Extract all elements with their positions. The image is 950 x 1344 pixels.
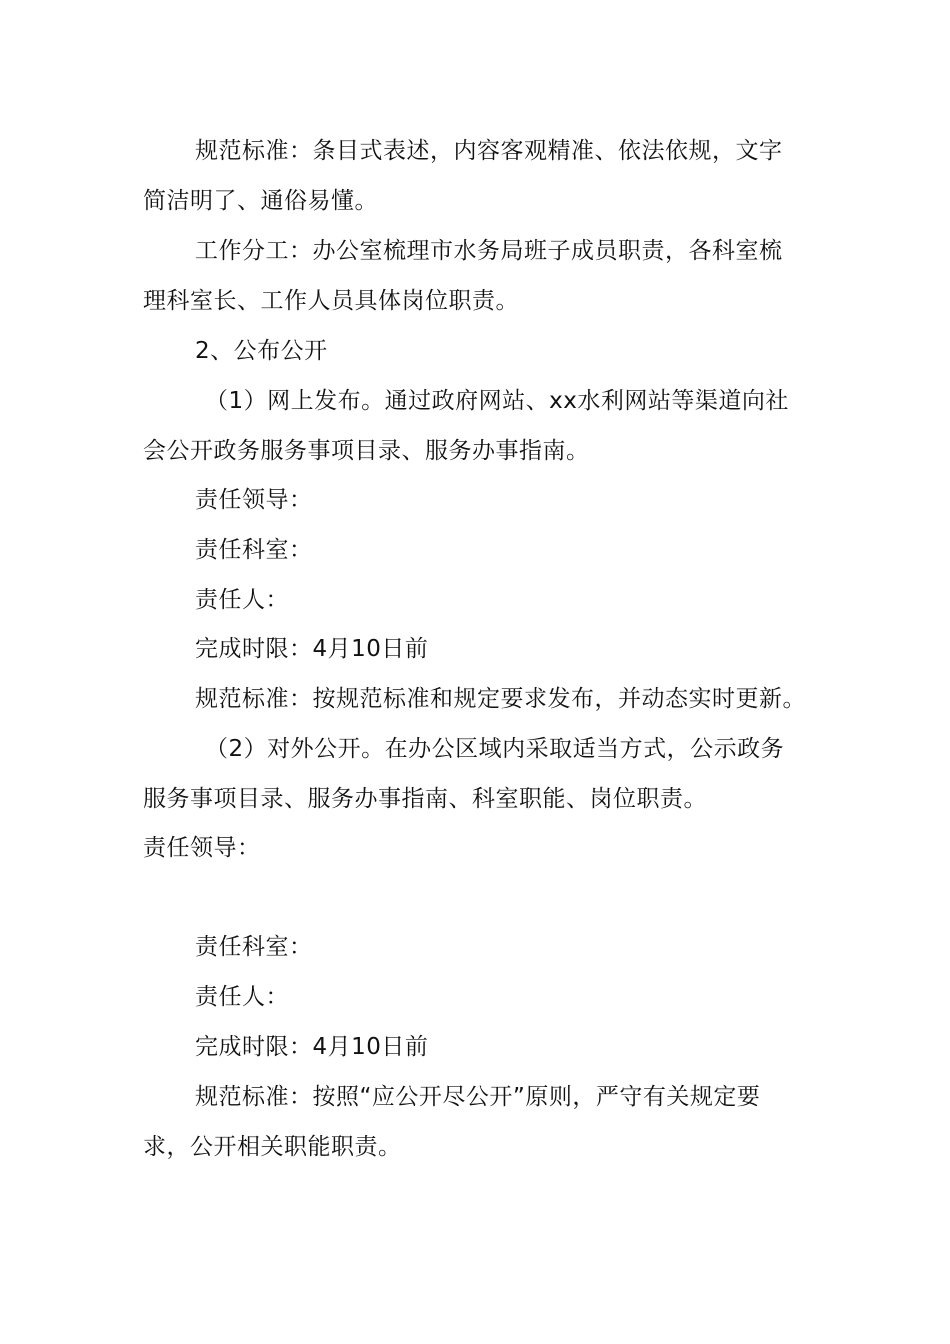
- deadline: 完成时限：4月10日前: [195, 1034, 429, 1060]
- standard-line-2: 求，公开相关职能职责。: [143, 1134, 402, 1160]
- section-heading: 2、公布公开: [195, 338, 328, 364]
- deadline: 完成时限：4月10日前: [195, 636, 429, 662]
- responsible-person: 责任人：: [195, 587, 289, 613]
- standard-line-1: 规范标准：条目式表述，内容客观精准、依法依规，文字: [195, 138, 783, 164]
- responsible-leader: 责任领导：: [143, 835, 261, 861]
- item-2-line-1: （2）对外公开。在办公区域内采取适当方式，公示政务: [205, 736, 785, 762]
- responsible-office: 责任科室：: [195, 537, 313, 563]
- item-1-line-1: （1）网上发布。通过政府网站、xx水利网站等渠道向社: [205, 388, 789, 414]
- division-line-1: 工作分工：办公室梳理市水务局班子成员职责，各科室梳: [195, 238, 783, 264]
- division-line-2: 理科室长、工作人员具体岗位职责。: [143, 288, 519, 314]
- item-2-line-2: 服务事项目录、服务办事指南、科室职能、岗位职责。: [143, 786, 707, 812]
- item-1-line-2: 会公开政务服务事项目录、服务办事指南。: [143, 438, 590, 464]
- responsible-leader: 责任领导：: [195, 487, 313, 513]
- standard-line: 规范标准：按规范标准和规定要求发布，并动态实时更新。: [195, 686, 806, 712]
- standard-line-1: 规范标准：按照“应公开尽公开”原则，严守有关规定要: [195, 1084, 761, 1110]
- responsible-office: 责任科室：: [195, 934, 313, 960]
- standard-line-2: 简洁明了、通俗易懂。: [143, 188, 378, 214]
- responsible-person: 责任人：: [195, 984, 289, 1010]
